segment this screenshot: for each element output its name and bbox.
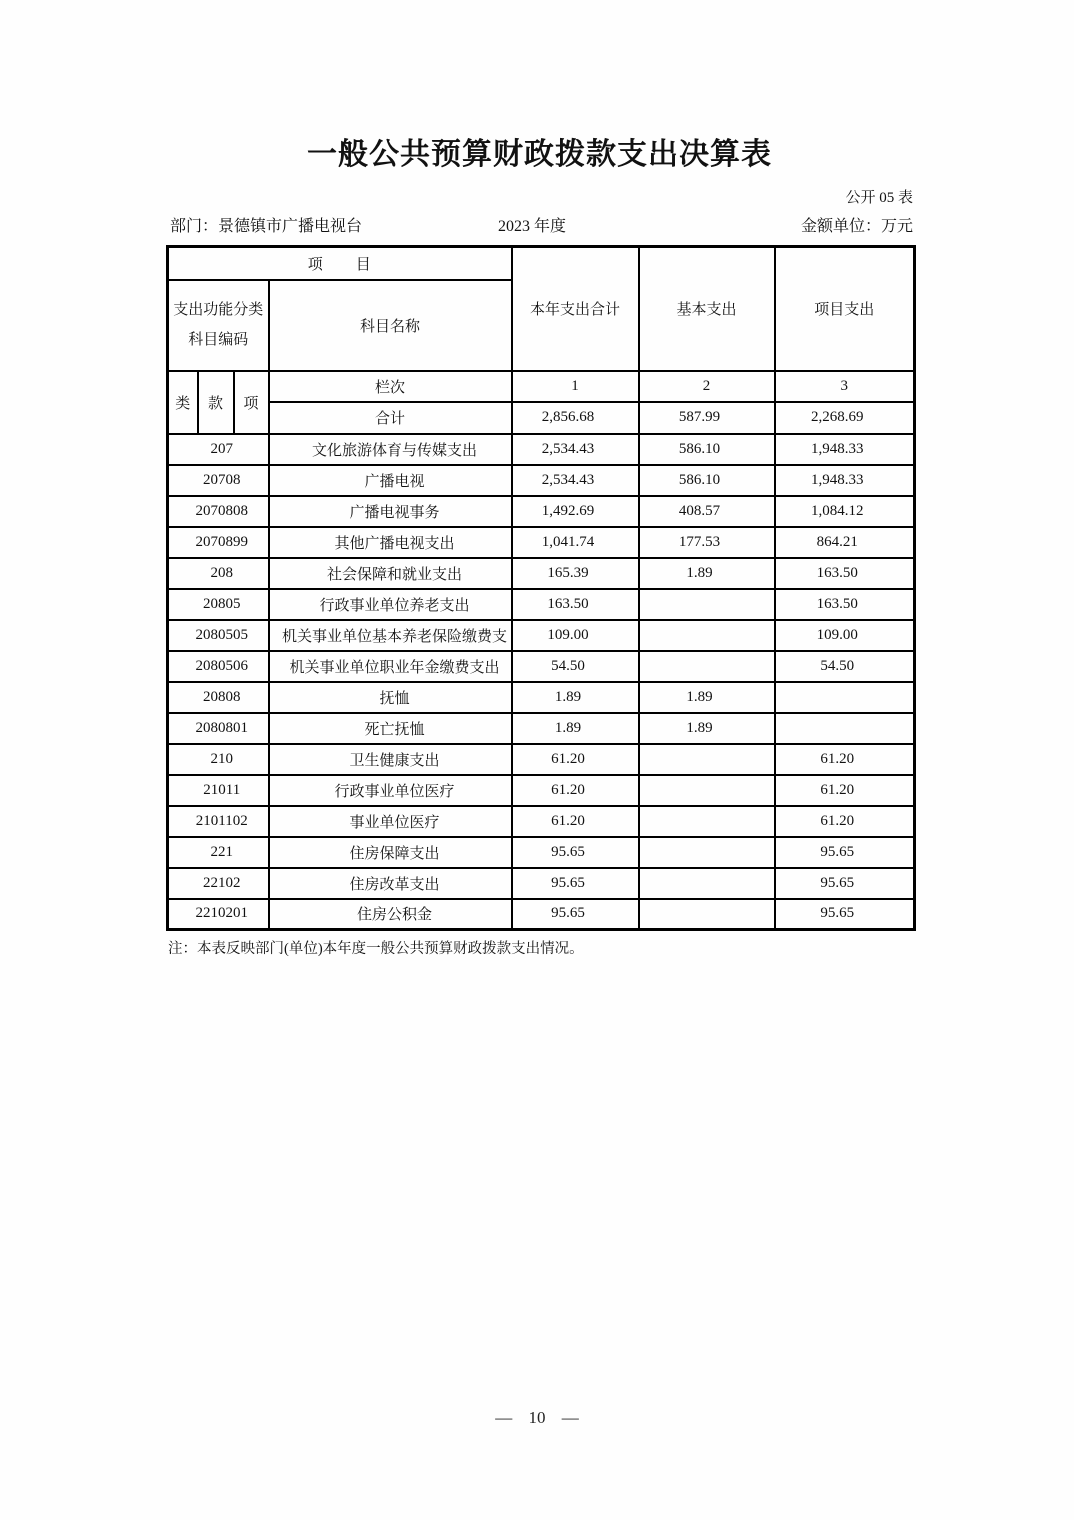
function-code-cell: 207 (168, 434, 269, 465)
total-expense-cell: 165.39 (512, 558, 639, 589)
function-code-cell: 221 (168, 837, 269, 868)
basic-expense-cell (639, 837, 775, 868)
total-expense-cell: 61.20 (512, 775, 639, 806)
subject-name-cell: 住房改革支出 (269, 868, 512, 899)
table-row (168, 620, 915, 651)
table-row (168, 744, 915, 775)
document-content (166, 138, 913, 959)
table-row (168, 837, 915, 868)
function-code-cell: 22102 (168, 868, 269, 899)
table-row (168, 713, 915, 744)
function-code-cell: 2070808 (168, 496, 269, 527)
project-column-header: 项目支出 (775, 247, 915, 371)
table-row (168, 899, 915, 930)
total-expense-cell: 61.20 (512, 806, 639, 837)
function-code-cell: 20805 (168, 589, 269, 620)
basic-expense-cell (639, 589, 775, 620)
function-code-header-line1: 支出功能分类 (173, 302, 264, 318)
function-code-cell: 2080505 (168, 620, 269, 651)
amount-unit-label: 金额单位：万元 (800, 218, 913, 235)
form-code: 公开 05 表 (845, 190, 913, 206)
table-row (168, 434, 915, 465)
project-expense-cell: 1,948.33 (775, 465, 915, 496)
table-row (168, 465, 915, 496)
function-code-cell: 208 (168, 558, 269, 589)
basic-expense-cell: 586.10 (639, 434, 775, 465)
total-expense-cell: 1.89 (512, 713, 639, 744)
department-label: 部门：景德镇市广播电视台 (170, 218, 363, 235)
table-row (168, 558, 915, 589)
section-header: 款 (198, 371, 234, 434)
project-expense-cell: 1,084.12 (775, 496, 915, 527)
grand-total-amount: 2,856.68 (512, 402, 639, 434)
column-number-2: 2 (639, 371, 775, 402)
page-title: 一般公共预算财政拨款支出决算表 (307, 137, 772, 172)
fiscal-year-label: 2023 年度 (498, 218, 567, 235)
project-expense-cell: 864.21 (775, 527, 915, 558)
basic-column-header: 基本支出 (639, 247, 775, 371)
project-expense-cell: 163.50 (775, 589, 915, 620)
basic-expense-cell: 408.57 (639, 496, 775, 527)
page-number: — 10 — (495, 1408, 579, 1427)
basic-expense-cell (639, 620, 775, 651)
basic-expense-cell: 586.10 (639, 465, 775, 496)
total-column-header: 本年支出合计 (512, 247, 639, 371)
function-code-cell: 2080506 (168, 651, 269, 682)
subject-name-cell: 事业单位医疗 (269, 806, 512, 837)
table-row (168, 806, 915, 837)
subject-name-cell: 其他广播电视支出 (269, 527, 512, 558)
total-expense-cell: 1,492.69 (512, 496, 639, 527)
subject-name-cell: 广播电视 (269, 465, 512, 496)
subject-name-header: 科目名称 (269, 280, 512, 371)
function-code-header (168, 280, 269, 371)
total-expense-cell: 109.00 (512, 620, 639, 651)
project-expense-cell: 61.20 (775, 744, 915, 775)
meta-row (166, 215, 913, 238)
table-row (168, 775, 915, 806)
subject-name-cell: 卫生健康支出 (269, 744, 512, 775)
basic-expense-cell: 1.89 (639, 682, 775, 713)
subject-name-cell: 抚恤 (269, 682, 512, 713)
function-code-cell: 20808 (168, 682, 269, 713)
table-note: 注：本表反映部门(单位)本年度一般公共预算财政拨款支出情况。 (168, 941, 584, 957)
class-header: 类 (168, 371, 198, 434)
item-header: 项 (234, 371, 269, 434)
total-expense-cell: 1.89 (512, 682, 639, 713)
table-row (168, 527, 915, 558)
column-index-label: 栏次 (269, 371, 512, 402)
basic-expense-cell (639, 651, 775, 682)
project-expense-cell: 61.20 (775, 806, 915, 837)
function-code-cell: 2080801 (168, 713, 269, 744)
basic-expense-cell: 1.89 (639, 713, 775, 744)
basic-expense-cell (639, 744, 775, 775)
budget-table (166, 245, 916, 931)
header-row-project (168, 247, 915, 280)
project-expense-cell: 1,948.33 (775, 434, 915, 465)
total-expense-cell: 61.20 (512, 744, 639, 775)
project-expense-cell (775, 682, 915, 713)
function-code-cell: 20708 (168, 465, 269, 496)
grand-total-row (168, 402, 915, 434)
subject-name-cell: 机关事业单位基本养老保险缴费支 (269, 620, 512, 651)
project-expense-cell: 109.00 (775, 620, 915, 651)
subject-name-cell: 广播电视事务 (269, 496, 512, 527)
function-code-cell: 21011 (168, 775, 269, 806)
basic-expense-cell (639, 899, 775, 930)
function-code-cell: 210 (168, 744, 269, 775)
project-expense-cell: 61.20 (775, 775, 915, 806)
basic-expense-cell (639, 868, 775, 899)
grand-total-label: 合计 (269, 402, 512, 434)
subject-name-cell: 行政事业单位医疗 (269, 775, 512, 806)
function-code-cell: 2210201 (168, 899, 269, 930)
table-row (168, 682, 915, 713)
grand-total-project: 2,268.69 (775, 402, 915, 434)
total-expense-cell: 95.65 (512, 837, 639, 868)
total-expense-cell: 2,534.43 (512, 465, 639, 496)
table-row (168, 589, 915, 620)
subject-name-cell: 死亡抚恤 (269, 713, 512, 744)
subject-name-cell: 行政事业单位养老支出 (269, 589, 512, 620)
total-expense-cell: 163.50 (512, 589, 639, 620)
subject-name-cell: 机关事业单位职业年金缴费支出 (269, 651, 512, 682)
project-expense-cell: 54.50 (775, 651, 915, 682)
project-expense-cell: 95.65 (775, 899, 915, 930)
grand-total-basic: 587.99 (639, 402, 775, 434)
subject-name-cell: 文化旅游体育与传媒支出 (269, 434, 512, 465)
total-expense-cell: 2,534.43 (512, 434, 639, 465)
table-row (168, 651, 915, 682)
total-expense-cell: 95.65 (512, 899, 639, 930)
subject-name-cell: 社会保障和就业支出 (269, 558, 512, 589)
basic-expense-cell: 1.89 (639, 558, 775, 589)
basic-expense-cell (639, 806, 775, 837)
table-body (168, 434, 915, 930)
table-row (168, 868, 915, 899)
subject-name-cell: 住房公积金 (269, 899, 512, 930)
basic-expense-cell (639, 775, 775, 806)
column-number-1: 1 (512, 371, 639, 402)
total-expense-cell: 54.50 (512, 651, 639, 682)
table-row (168, 496, 915, 527)
function-code-cell: 2070899 (168, 527, 269, 558)
project-expense-cell: 95.65 (775, 868, 915, 899)
project-expense-cell (775, 713, 915, 744)
project-expense-cell: 95.65 (775, 837, 915, 868)
column-number-3: 3 (775, 371, 915, 402)
basic-expense-cell: 177.53 (639, 527, 775, 558)
function-code-header-line2: 科目编码 (188, 332, 249, 348)
function-code-cell: 2101102 (168, 806, 269, 837)
total-expense-cell: 1,041.74 (512, 527, 639, 558)
total-expense-cell: 95.65 (512, 868, 639, 899)
project-expense-cell: 163.50 (775, 558, 915, 589)
column-index-row (168, 371, 915, 402)
subject-name-cell: 住房保障支出 (269, 837, 512, 868)
project-header-cell: 项 目 (168, 247, 512, 280)
